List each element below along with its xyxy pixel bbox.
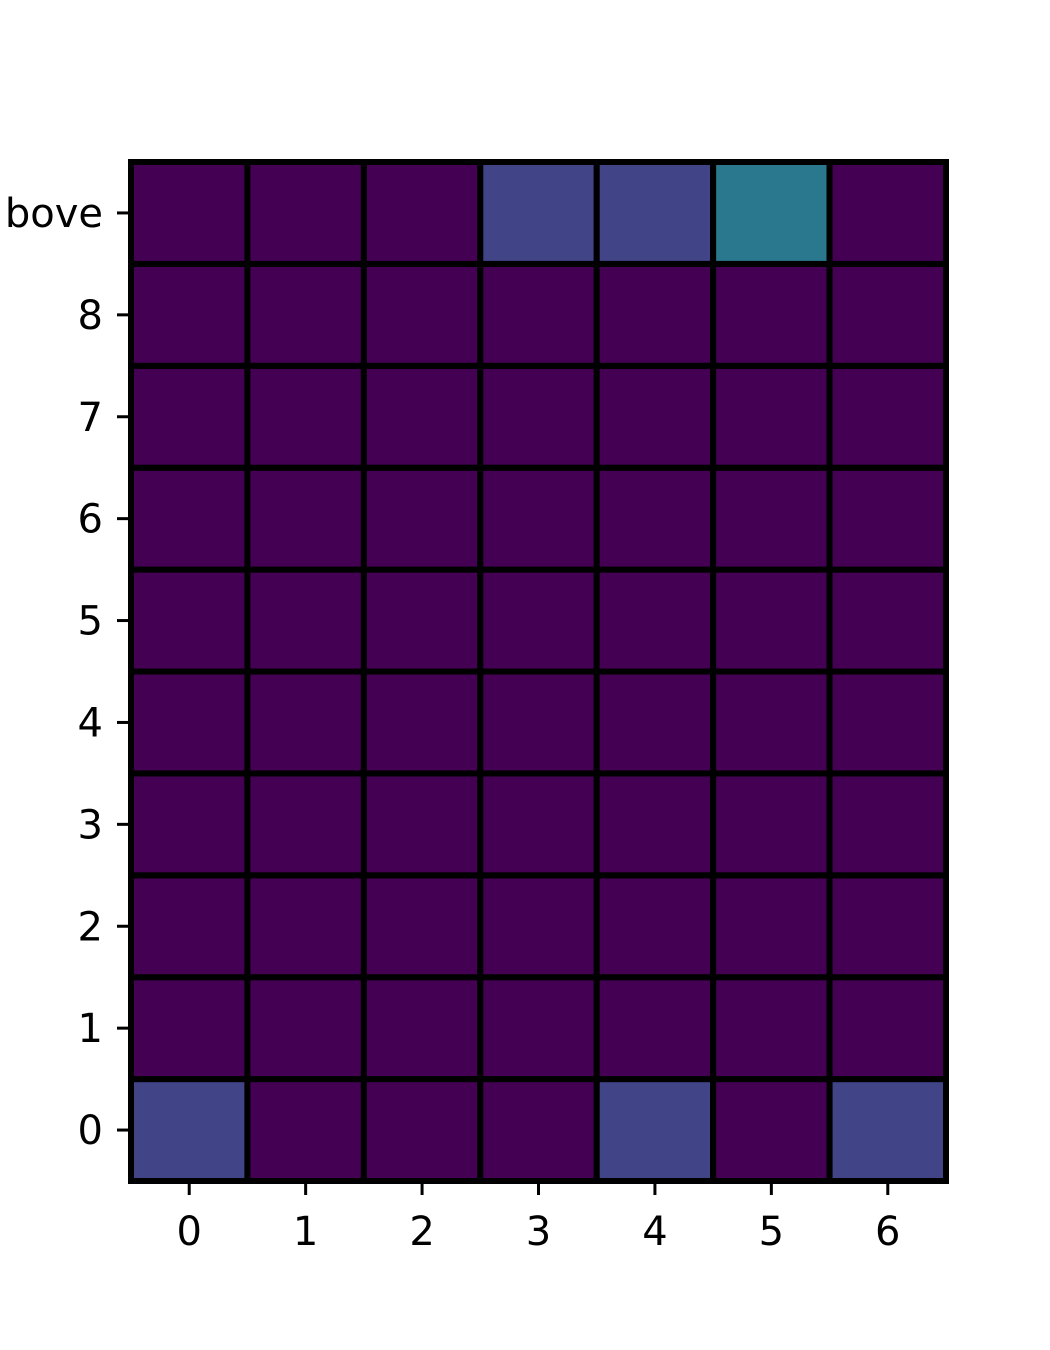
heatmap-cell: [830, 977, 946, 1079]
heatmap-cell: [247, 977, 363, 1079]
heatmap-cell: [247, 773, 363, 875]
heatmap-cell: [830, 672, 946, 774]
heatmap-cell: [480, 773, 596, 875]
heatmap-cell: [597, 264, 713, 366]
heatmap-cell: [713, 468, 829, 570]
heatmap-cell: [480, 468, 596, 570]
heatmap-cell: [830, 570, 946, 672]
heatmap-cell: [364, 977, 480, 1079]
x-tick-label: 4: [642, 1209, 668, 1255]
heatmap-cell: [713, 1079, 829, 1181]
x-tick-label: 3: [525, 1209, 552, 1255]
heatmap-cell: [364, 875, 480, 977]
x-tick-label: 2: [409, 1209, 435, 1255]
heatmap-cell: [480, 366, 596, 468]
y-tick-label: 2: [77, 904, 103, 951]
x-tick-label: 0: [176, 1209, 202, 1255]
heatmap-cell: [713, 162, 829, 264]
heatmap-cell: [364, 366, 480, 468]
heatmap-cell: [364, 468, 480, 570]
heatmap-cell: [131, 773, 247, 875]
x-tick-label: 6: [875, 1209, 901, 1255]
y-tick-label: 5: [77, 598, 103, 645]
heatmap-cell: [131, 977, 247, 1079]
heatmap-cell: [713, 875, 829, 977]
heatmap-cell: [480, 672, 596, 774]
heatmap-cell: [131, 468, 247, 570]
heatmap-cell: [597, 773, 713, 875]
heatmap-cell: [830, 468, 946, 570]
y-tick-label: 6: [77, 496, 103, 543]
heatmap-cell: [131, 570, 247, 672]
heatmap-cell: [364, 162, 480, 264]
heatmap-cell: [131, 875, 247, 977]
heatmap-cell: [597, 875, 713, 977]
heatmap-cell: [131, 264, 247, 366]
y-tick-label: 3: [77, 802, 103, 849]
heatmap-cell: [364, 773, 480, 875]
heatmap-cell: [480, 570, 596, 672]
heatmap-cell: [713, 264, 829, 366]
heatmap-cell: [480, 977, 596, 1079]
heatmap-cell: [131, 162, 247, 264]
heatmap-cell: [364, 1079, 480, 1181]
heatmap-cell: [247, 162, 363, 264]
heatmap-cell: [830, 366, 946, 468]
heatmap-cell: [830, 1079, 946, 1181]
heatmap-cell: [830, 773, 946, 875]
y-tick-label: 4: [77, 700, 103, 747]
heatmap-cell: [364, 264, 480, 366]
heatmap-cell: [597, 162, 713, 264]
heatmap-cell: [597, 468, 713, 570]
heatmap-cell: [713, 366, 829, 468]
heatmap-cells: [131, 162, 946, 1181]
heatmap-cell: [597, 672, 713, 774]
heatmap-cell: [247, 366, 363, 468]
heatmap-cell: [131, 672, 247, 774]
x-tick-label: 5: [758, 1209, 785, 1255]
heatmap-cell: [247, 264, 363, 366]
heatmap-cell: [131, 366, 247, 468]
y-tick-label: bove: [4, 190, 103, 237]
heatmap-cell: [247, 570, 363, 672]
heatmap-cell: [480, 875, 596, 977]
heatmap-cell: [480, 264, 596, 366]
heatmap-cell: [597, 977, 713, 1079]
heatmap-cell: [131, 1079, 247, 1181]
heatmap-cell: [830, 264, 946, 366]
heatmap-cell: [480, 162, 596, 264]
heatmap-cell: [597, 366, 713, 468]
heatmap-cell: [597, 1079, 713, 1181]
x-tick-label: 1: [292, 1209, 319, 1255]
heatmap-cell: [713, 977, 829, 1079]
heatmap-cell: [830, 875, 946, 977]
y-tick-label: 1: [77, 1006, 103, 1053]
heatmap-cell: [247, 1079, 363, 1181]
heatmap-cell: [247, 672, 363, 774]
heatmap-cell: [713, 672, 829, 774]
heatmap-cell: [364, 672, 480, 774]
heatmap-cell: [480, 1079, 596, 1181]
heatmap-cell: [713, 773, 829, 875]
y-tick-label: 7: [77, 394, 103, 441]
heatmap-cell: [830, 162, 946, 264]
y-tick-label: 0: [77, 1108, 103, 1155]
heatmap-cell: [247, 875, 363, 977]
heatmap-cell: [713, 570, 829, 672]
y-tick-label: 8: [77, 292, 103, 339]
heatmap-cell: [247, 468, 363, 570]
heatmap-cell: [364, 570, 480, 672]
heatmap-cell: [597, 570, 713, 672]
